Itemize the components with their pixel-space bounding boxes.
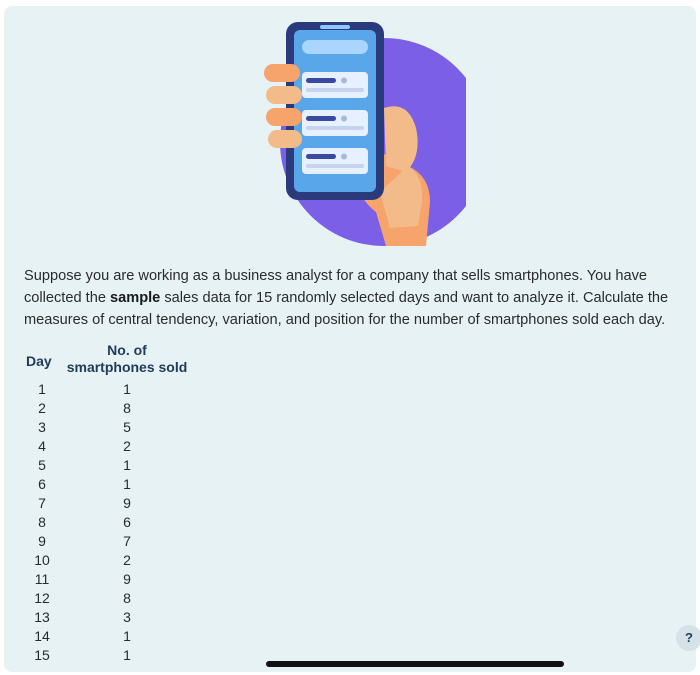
cell-smartphones-sold: 1 [123,476,131,492]
cell-smartphones-sold: 1 [123,457,131,473]
cell-day: 15 [34,647,50,663]
table-row [22,418,192,437]
cell-day: 3 [38,419,46,435]
cell-day: 11 [34,571,50,587]
table-header-row [22,342,192,380]
cell-smartphones-sold: 1 [123,628,131,644]
cell-day: 1 [38,381,46,397]
cell-day: 9 [38,533,46,549]
cell-day: 13 [34,609,50,625]
cell-day: 14 [34,628,50,644]
table-row [22,399,192,418]
cell-smartphones-sold: 2 [123,552,131,568]
hand-holding-smartphone-icon [258,16,466,246]
cell-smartphones-sold: 1 [123,381,131,397]
cell-smartphones-sold: 9 [123,571,131,587]
table-body [22,380,192,665]
table-row [22,551,192,570]
cell-smartphones-sold: 5 [123,419,131,435]
cell-smartphones-sold: 7 [123,533,131,549]
problem-text-after: sales data for 15 randomly selected days and want to analyze it. Calculate the measures of central tendency, variation, and position for the number of smartphones sold each day. [24,289,669,328]
home-indicator[interactable] [266,661,564,667]
problem-statement [24,265,688,331]
help-button[interactable]: ? [676,625,700,651]
sales-data-table [22,342,192,665]
column-header-day: Day [26,352,52,369]
table-row [22,437,192,456]
cell-smartphones-sold: 3 [123,609,131,625]
cell-day: 5 [38,457,46,473]
cell-day: 7 [38,495,46,511]
cell-day: 2 [38,400,46,416]
table-row [22,380,192,399]
table-row [22,589,192,608]
table-row [22,456,192,475]
table-row [22,513,192,532]
column-header-sold [62,342,192,380]
problem-text-before: Suppose you are working as a business analyst for a company that sells smartphones. You have collected the [24,267,648,306]
table-row [22,570,192,589]
cell-smartphones-sold: 6 [123,514,131,530]
table-row [22,627,192,646]
cell-day: 10 [34,552,50,568]
table-row [22,475,192,494]
table-row [22,532,192,551]
content-card [4,6,696,672]
table-row [22,494,192,513]
column-header-sold-line1: No. of [107,342,147,358]
column-header-sold-line2: smartphones sold [66,359,188,375]
cell-smartphones-sold: 8 [123,590,131,606]
cell-smartphones-sold: 9 [123,495,131,511]
cell-day: 12 [34,590,50,606]
problem-text-bold: sample [110,289,161,306]
table-row [22,608,192,627]
cell-day: 6 [38,476,46,492]
cell-smartphones-sold: 2 [123,438,131,454]
cell-day: 4 [38,438,46,454]
cell-smartphones-sold: 8 [123,400,131,416]
cell-day: 8 [38,514,46,530]
table-row [22,646,192,665]
cell-smartphones-sold: 1 [123,647,131,663]
